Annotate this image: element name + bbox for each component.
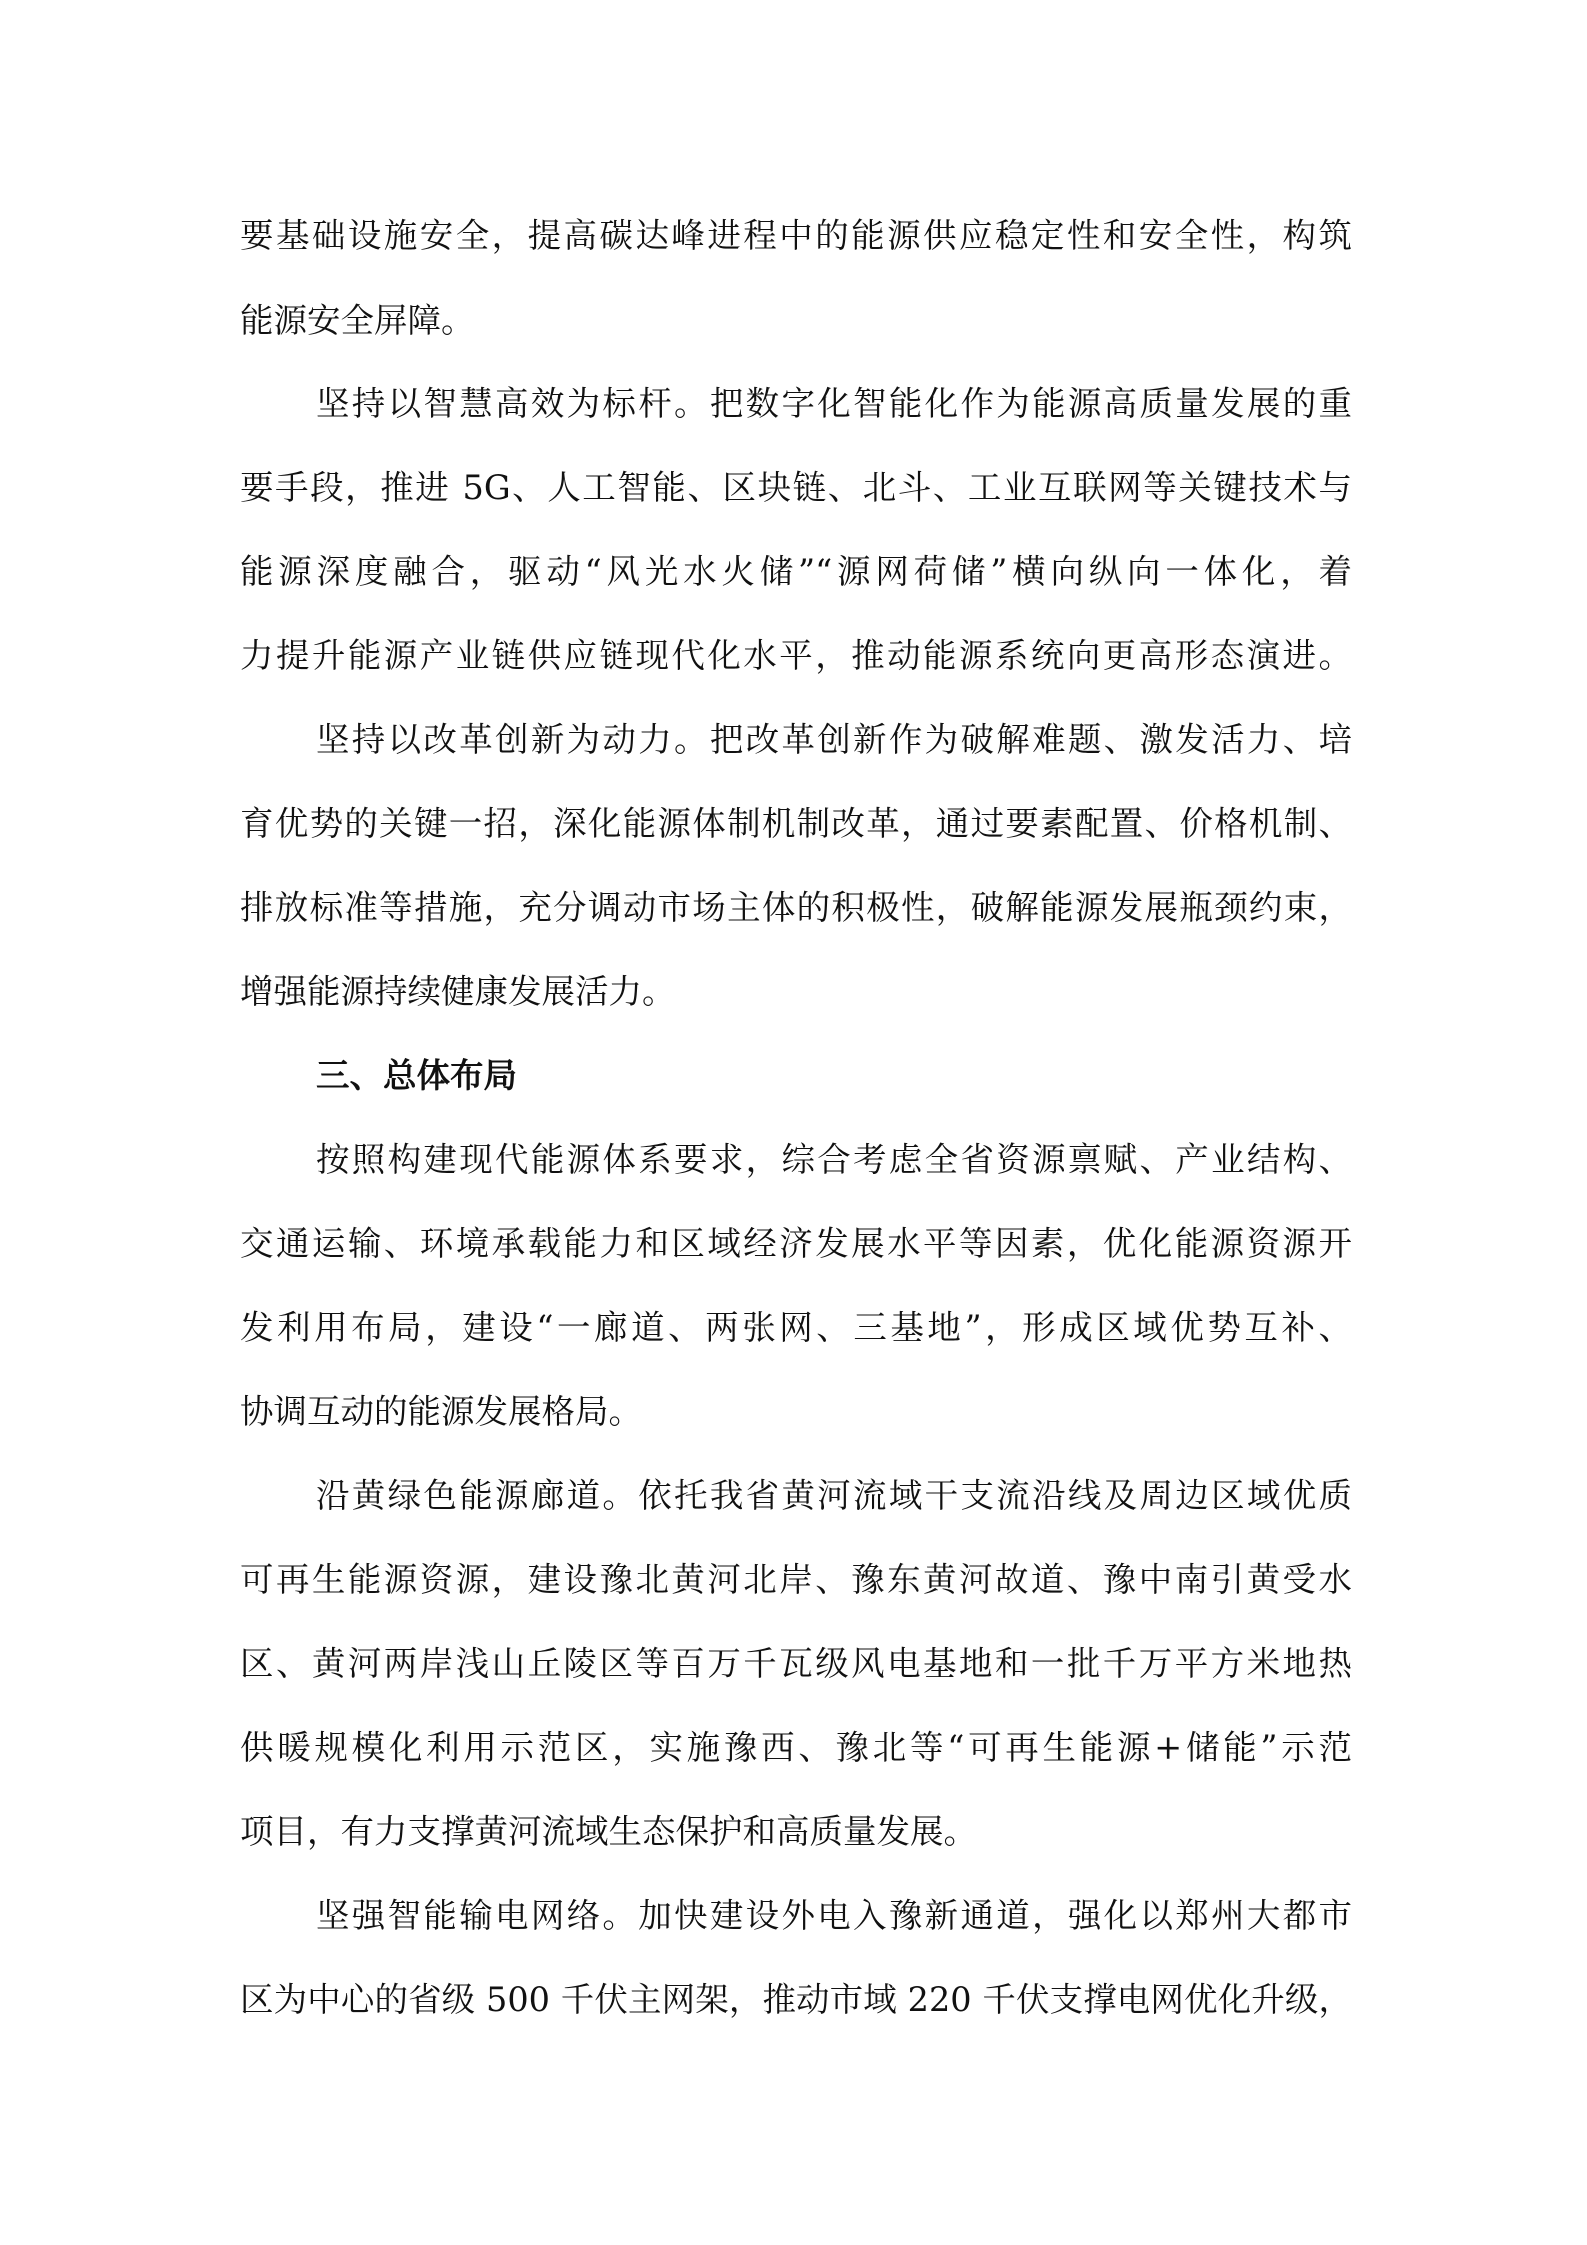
paragraph-line: 发利用布局，建设“一廊道、两张网、三基地”，形成区域优势互补、 bbox=[240, 1308, 1352, 1347]
paragraph-line: 按照构建现代能源体系要求，综合考虑全省资源禀赋、产业结构、 bbox=[316, 1140, 1352, 1179]
paragraph-line: 区为中心的省级 500 千伏主网架，推动市域 220 千伏支撑电网优化升级， bbox=[240, 1980, 1352, 2019]
paragraph-line: 要基础设施安全，提高碳达峰进程中的能源供应稳定性和安全性，构筑 bbox=[240, 216, 1352, 255]
paragraph-line: 项目，有力支撑黄河流域生态保护和高质量发展。 bbox=[240, 1812, 977, 1851]
paragraph-line: 力提升能源产业链供应链现代化水平，推动能源系统向更高形态演进。 bbox=[240, 636, 1352, 675]
paragraph-line: 排放标准等措施，充分调动市场主体的积极性，破解能源发展瓶颈约束， bbox=[240, 888, 1352, 927]
section-heading: 三、总体布局 bbox=[316, 1056, 517, 1095]
paragraph-line: 能源安全屏障。 bbox=[240, 301, 475, 340]
paragraph-line: 沿黄绿色能源廊道。依托我省黄河流域干支流沿线及周边区域优质 bbox=[316, 1476, 1352, 1515]
paragraph-line: 坚持以改革创新为动力。把改革创新作为破解难题、激发活力、培 bbox=[316, 720, 1352, 759]
paragraph-line: 坚持以智慧高效为标杆。把数字化智能化作为能源高质量发展的重 bbox=[316, 384, 1352, 423]
paragraph-line: 育优势的关键一招，深化能源体制机制改革，通过要素配置、价格机制、 bbox=[240, 804, 1352, 843]
paragraph-line: 要手段，推进 5G、人工智能、区块链、北斗、工业互联网等关键技术与 bbox=[240, 468, 1352, 507]
paragraph-line: 交通运输、环境承载能力和区域经济发展水平等因素，优化能源资源开 bbox=[240, 1224, 1352, 1263]
paragraph-line: 可再生能源资源，建设豫北黄河北岸、豫东黄河故道、豫中南引黄受水 bbox=[240, 1560, 1352, 1599]
paragraph-line: 协调互动的能源发展格局。 bbox=[240, 1392, 642, 1431]
paragraph-line: 能源深度融合，驱动“风光水火储”“源网荷储”横向纵向一体化，着 bbox=[240, 552, 1352, 591]
paragraph-line: 区、黄河两岸浅山丘陵区等百万千瓦级风电基地和一批千万平方米地热 bbox=[240, 1644, 1352, 1683]
paragraph-line: 供暖规模化利用示范区，实施豫西、豫北等“可再生能源+储能”示范 bbox=[240, 1728, 1352, 1767]
paragraph-line: 增强能源持续健康发展活力。 bbox=[240, 972, 676, 1011]
paragraph-line: 坚强智能输电网络。加快建设外电入豫新通道，强化以郑州大都市 bbox=[316, 1896, 1352, 1935]
